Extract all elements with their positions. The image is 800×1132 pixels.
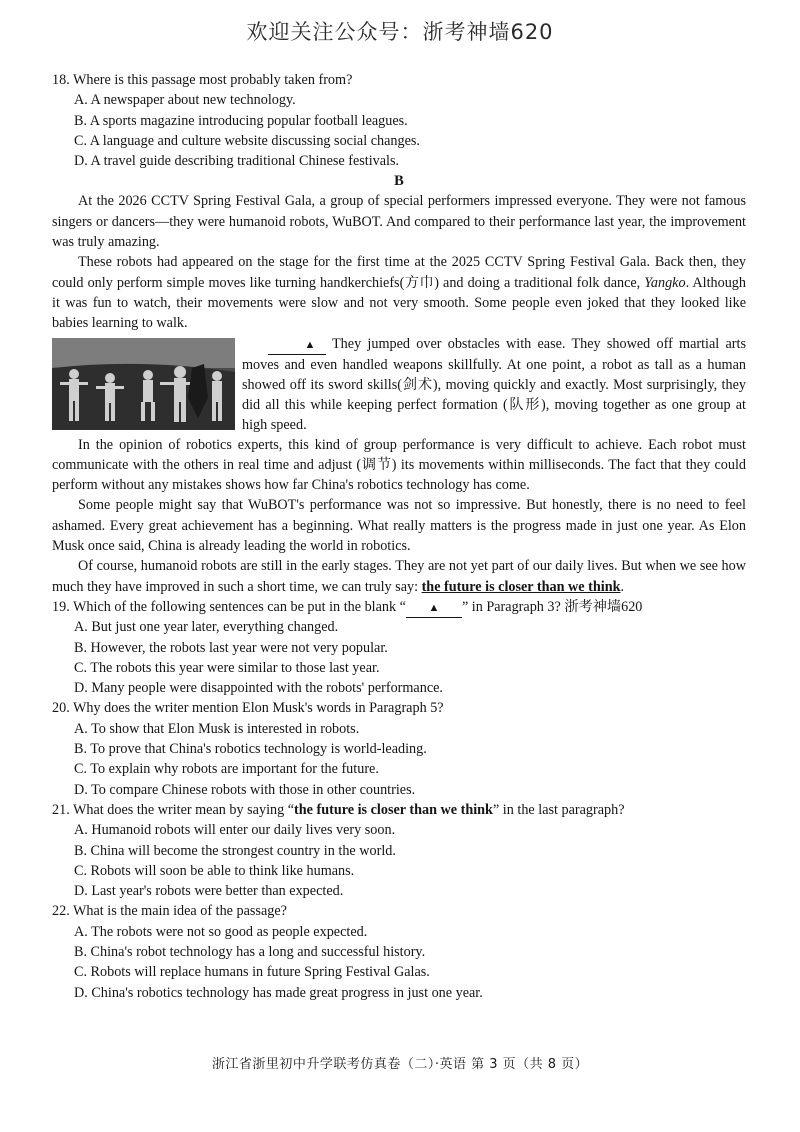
option-a: A. The robots were not so good as people expected. xyxy=(74,923,368,940)
question-22 xyxy=(52,901,746,1002)
option-c: C. Robots will soon be able to think like humans. xyxy=(74,862,355,879)
paragraph-2 xyxy=(52,252,746,333)
option-b: B. China's robot technology has a long and successful history. xyxy=(74,943,426,960)
question-18 xyxy=(52,70,746,171)
option-c: C. Robots will replace humans in future Spring Festival Galas. xyxy=(74,964,430,981)
yangko-term: Yangko xyxy=(644,274,686,291)
option-b: B. A sports magazine introducing popular football leagues. xyxy=(74,112,408,129)
stem-text-a: 19. Which of the following sentences can be put in the blank “ xyxy=(52,598,406,615)
option-c: C. To explain why robots are important for the future. xyxy=(74,761,379,778)
option-c: C. A language and culture website discussing social changes. xyxy=(74,132,420,149)
option-c: C. The robots this year were similar to those last year. xyxy=(74,659,380,676)
option-b: B. China will become the strongest country in the world. xyxy=(74,842,396,859)
option-a: A. But just one year later, everything changed. xyxy=(74,619,339,636)
quoted-phrase: the future is closer than we think xyxy=(294,801,493,818)
robot-figures-illustration xyxy=(52,338,235,430)
option-d: D. A travel guide describing traditional Chinese festivals. xyxy=(74,153,400,170)
option-d: D. Last year's robots were better than expected. xyxy=(74,883,344,900)
paragraph-3 xyxy=(242,334,746,436)
question-stem xyxy=(52,597,746,617)
paragraph-2-text-a: These robots had appeared on the stage for the first time at the 2025 CCTV Spring Festival Gala. Back then, they could only perform simple moves like turning handkerchiefs(方巾) and doing a traditional folk dance, xyxy=(52,254,746,291)
stem-text-b: ” in the last paragraph? xyxy=(492,801,625,818)
question-stem: 18. Where is this passage most probably taken from? xyxy=(52,72,353,88)
option-d: D. China's robotics technology has made great progress in just one year. xyxy=(74,984,483,1001)
question-stem xyxy=(52,800,746,820)
option-a: A. Humanoid robots will enter our daily lives very soon. xyxy=(74,822,396,839)
question-stem: 22. What is the main idea of the passage? xyxy=(52,903,287,920)
paragraph-6-text: Of course, humanoid robots are still in the early stages. They are not yet part of our daily lives. But when we see how much they have improved in such a short time, we can truly say: xyxy=(52,558,746,595)
question-stem: 20. Why does the writer mention Elon Musk's words in Paragraph 5? xyxy=(52,700,444,717)
option-b: B. To prove that China's robotics technology is world-leading. xyxy=(74,741,427,758)
exam-content xyxy=(52,70,746,1003)
paragraph-1: At the 2026 CCTV Spring Festival Gala, a group of special performers impressed everyone. They were not famous singers or dancers—they were humanoid robots, WuBOT. And compared to their performance last year, the improvement was truly amazing. xyxy=(52,193,746,251)
page-header-watermark: 欢迎关注公众号：浙考神墙620 xyxy=(246,20,554,44)
question-21 xyxy=(52,800,746,901)
option-a: A. A newspaper about new technology. xyxy=(74,92,296,109)
key-phrase: the future is closer than we think xyxy=(421,578,621,595)
paragraph-3-block xyxy=(52,334,746,435)
paragraph-3-text: They jumped over obstacles with ease. They showed off martial arts moves and even handled weapons skillfully. At one point, a robot as tall as a human showed off its sword skills(剑术), moving quickly and exactly. Most surprisingly, they did all this while keeping perfect formation (队形), moving together as one group at high speed. xyxy=(242,335,746,434)
stem-text-a: 21. What does the writer mean by saying “ xyxy=(52,801,295,818)
answer-blank: ▲ xyxy=(406,600,462,618)
robot-performance-photo xyxy=(52,338,235,430)
paragraph-5: Some people might say that WuBOT's performance was not so impressive. But honestly, there is no need to feel ashamed. Every great achievement has a beginning. What really matters is the progress made in just one year. As Elon Musk once said, China is already leading the world in robotics. xyxy=(52,497,746,555)
answer-blank[interactable]: ▲ xyxy=(268,337,326,355)
option-d: D. Many people were disappointed with the robots' performance. xyxy=(74,680,443,697)
option-a: A. To show that Elon Musk is interested in robots. xyxy=(74,720,360,737)
section-b-label: B xyxy=(394,173,404,190)
stem-text-b: ” in Paragraph 3? 浙考神墙620 xyxy=(461,598,643,615)
question-19 xyxy=(52,597,746,698)
question-20 xyxy=(52,698,746,799)
reading-passage-b xyxy=(52,191,746,596)
paragraph-2-text-b: . Although it was fun to watch, their movements were slow and not very smooth. Some people even joked that they looked like babies learning to walk. xyxy=(52,274,746,332)
option-d: D. To compare Chinese robots with those in other countries. xyxy=(74,781,416,798)
page-footer: 浙江省浙里初中升学联考仿真卷（二）·英语 第 3 页（共 8 页） xyxy=(211,1057,589,1072)
paragraph-4: In the opinion of robotics experts, this kind of group performance is very difficult to achieve. Each robot must communicate with the others in real time and adjust (调节) its movements within milliseconds. The fact that they could perform without any mistakes shows how far China's robotics technology has come. xyxy=(52,436,746,494)
paragraph-6 xyxy=(52,556,746,597)
paragraph-6-end: . xyxy=(620,578,625,595)
option-b: B. However, the robots last year were not very popular. xyxy=(74,639,388,656)
